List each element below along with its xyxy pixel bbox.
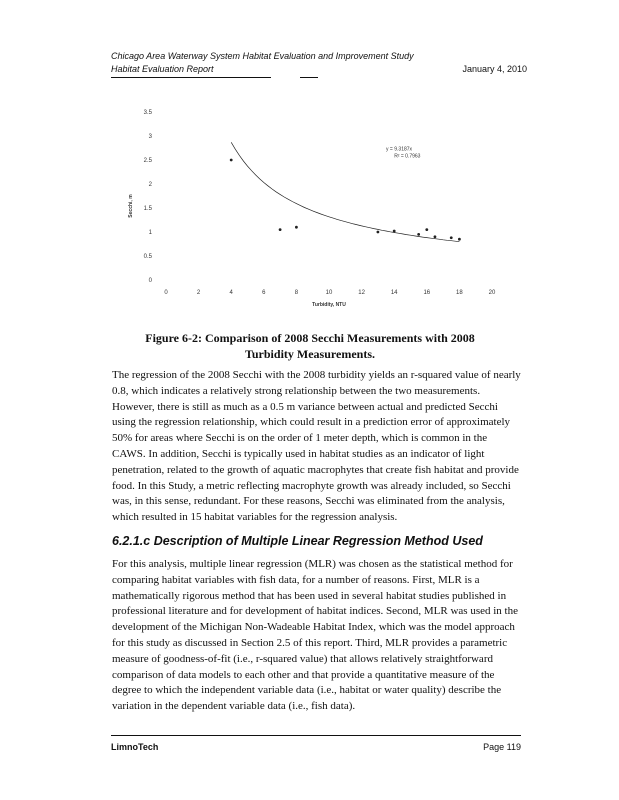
data-point	[417, 233, 420, 236]
header-title: Chicago Area Waterway System Habitat Evaluation and Improvement Study	[111, 51, 414, 61]
x-tick-label: 2	[196, 290, 201, 296]
x-tick-label: 18	[456, 290, 463, 296]
y-tick-label: 2.5	[143, 158, 152, 164]
power-trendline	[231, 142, 459, 241]
chart-points	[230, 159, 461, 241]
footer-company: LimnoTech	[111, 742, 159, 752]
header-subtitle: Habitat Evaluation Report	[111, 64, 214, 74]
x-tick-label: 16	[423, 290, 431, 296]
x-tick-label: 6	[262, 290, 266, 296]
y-tick-label: 3	[148, 134, 152, 140]
data-point	[393, 230, 396, 233]
header-rule-short	[300, 77, 318, 78]
y-tick-label: 0	[148, 278, 152, 284]
y-tick-label: 2	[148, 182, 152, 188]
data-point	[450, 236, 453, 239]
secchi-turbidity-chart	[110, 100, 510, 315]
data-point	[458, 238, 461, 241]
y-tick-label: 3.5	[143, 110, 152, 116]
x-tick-label: 4	[229, 290, 233, 296]
data-point	[425, 228, 428, 231]
paragraph-secchi-regression: The regression of the 2008 Secchi with the 2008 turbidity yields an r-squared value of nearly 0.8, which indicates a relatively strong relationship between the two measurements. However, there is still as much as a 0.5 m variance between actual and predicted Secchi using the regression relationship, which could result in a prediction error of approximately 50% for areas where Secchi is on the order of 1 meter depth, which is common in the CAWS. In addition, Secchi is typically used in habitat studies as an indicator of light penetration, related to the growth of aquatic macrophytes that create fish habitat and provide food. In this Study, a metric reflecting macrophyte growth was already included, so Secchi was, in this sense, redundant. For these reasons, Secchi was eliminated from the analysis, which resulted in 15 habitat variables for the regression analysis.	[112, 369, 521, 524]
figure-caption: Figure 6-2: Comparison of 2008 Secchi Measurements with 2008 Turbidity Measurements.	[145, 331, 475, 361]
paragraph-mlr-method: For this analysis, multiple linear regression (MLR) was chosen as the statistical method for comparing habitat variables with fish data, for a number of reasons. First, MLR is a mathematically rigorous method that has been used in several habitat studies published in professional literature and for development of habitat indices. Second, MLR was used in the development of the Michigan Non-Wadeable Habitat Index, which was the model approach for this study as discussed in Section 2.5 of this report. Third, MLR provides a parametric measure of goodness-of-fit (i.e., r-squared value) that allows relatively straightforward comparison of data models to each other and that provide a quantitative measure of the degree to which the independent variable data (i.e., habitat or water quality) describe the variation in the dependent variable data (i.e., fish data).	[112, 558, 518, 713]
chart-trendline	[231, 142, 459, 241]
chart-axes	[144, 110, 496, 296]
data-point	[434, 235, 437, 238]
header-rule	[111, 77, 271, 78]
y-tick-label: 0.5	[143, 254, 152, 260]
header-date: January 4, 2010	[462, 64, 527, 74]
trendline-equation: y = 9.3187x	[386, 146, 413, 153]
y-tick-label: 1	[148, 230, 152, 236]
y-tick-label: 1.5	[143, 206, 152, 212]
data-point	[295, 226, 298, 229]
data-point	[377, 231, 380, 234]
x-axis-label: Turbidity, NTU	[312, 302, 346, 308]
x-tick-label: 20	[488, 290, 496, 296]
x-tick-label: 10	[325, 290, 333, 296]
footer-rule	[111, 735, 521, 736]
data-point	[230, 159, 233, 162]
trendline-r-squared: R² = 0.7963	[394, 153, 421, 160]
footer-page-number: Page 119	[483, 742, 521, 752]
x-tick-label: 12	[358, 290, 365, 296]
x-tick-label: 8	[294, 290, 299, 296]
section-heading: 6.2.1.c Description of Multiple Linear Regression Method Used	[112, 534, 483, 548]
x-tick-label: 0	[164, 290, 168, 296]
x-tick-label: 14	[390, 290, 398, 296]
data-point	[279, 228, 282, 231]
y-axis-label: Secchi, m	[128, 194, 134, 218]
